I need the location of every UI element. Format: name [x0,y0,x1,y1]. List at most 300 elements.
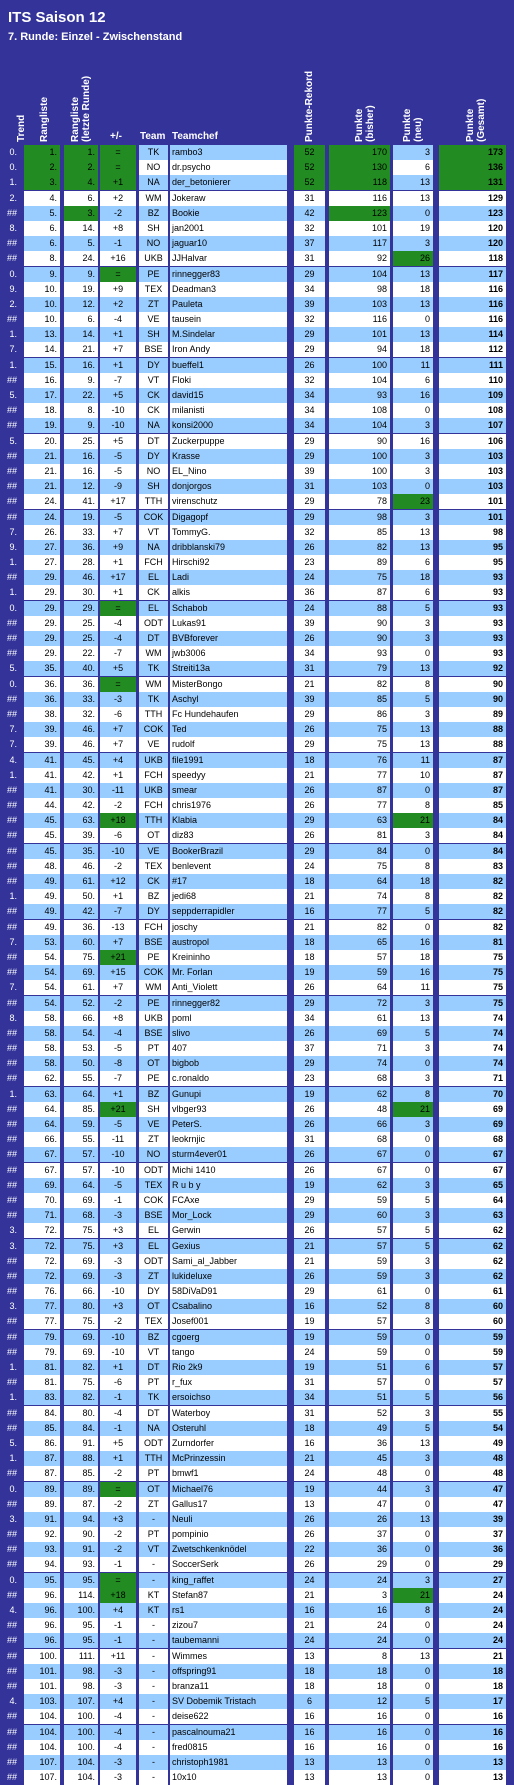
cell-team: - [139,1618,168,1633]
table-row [0,813,514,828]
cell-trend: 3. [9,1225,17,1236]
cell-prev-rank: 30. [64,783,98,798]
cell-diff: -4 [100,631,136,646]
cell-points-before: 130 [329,160,390,175]
cell-prev-rank: 63. [64,813,98,828]
cell-diff: +8 [100,1011,136,1026]
table-row [0,935,514,950]
cell-points-new: 18 [393,282,433,297]
table-row [0,646,514,661]
cell-points-before: 57 [329,1375,390,1390]
cell-points-total: 93 [439,616,506,631]
cell-record: 34 [294,646,325,661]
cell-prev-rank: 57. [64,1147,98,1162]
cell-rank: 6. [24,236,60,251]
header-rekord: Punkte-Rekord [304,70,315,142]
cell-teamchef: c.ronaldo [170,1071,287,1086]
cell-points-new: 11 [393,753,433,768]
cell-rank: 21. [24,464,60,479]
cell-points-before: 12 [329,1694,390,1709]
cell-points-total: 57 [439,1375,506,1390]
cell-trend: 1. [9,1392,17,1403]
cell-teamchef: rs1 [170,1603,287,1618]
cell-prev-rank: 32. [64,707,98,722]
cell-points-total: 75 [439,980,506,995]
cell-points-before: 24 [329,1633,390,1648]
cell-record: 23 [294,1071,325,1086]
cell-record: 29 [294,327,325,342]
table-row [0,1208,514,1223]
cell-teamchef: jwb3006 [170,646,287,661]
cell-team: CK [139,585,168,600]
cell-prev-rank: 80. [64,1299,98,1314]
table-row [0,889,514,904]
cell-points-new: 0 [393,1740,433,1755]
cell-rank: 1. [24,145,60,160]
cell-team: TTH [139,813,168,828]
cell-rank: 91. [24,1512,60,1527]
cell-points-total: 173 [439,145,506,160]
cell-record: 16 [294,1299,325,1314]
cell-prev-rank: 69. [64,1269,98,1284]
cell-points-new: 18 [393,874,433,889]
cell-record: 36 [294,585,325,600]
cell-team: ODT [139,616,168,631]
cell-points-total: 47 [439,1482,506,1497]
cell-points-before: 74 [329,889,390,904]
cell-points-new: 13 [393,737,433,752]
cell-teamchef: virenschutz [170,494,287,509]
cell-prev-rank: 107. [64,1694,98,1709]
cell-diff: -2 [100,1314,136,1329]
cell-team: VE [139,312,168,327]
cell-rank: 15. [24,358,60,373]
cell-trend: ## [6,374,17,385]
cell-prev-rank: 25. [64,616,98,631]
cell-points-total: 55 [439,1406,506,1421]
cell-teamchef: lukideluxe [170,1269,287,1284]
cell-trend: 1. [9,1453,17,1464]
cell-trend: ## [6,617,17,628]
cell-prev-rank: 16. [64,449,98,464]
cell-prev-rank: 69. [64,1345,98,1360]
cell-points-new: 3 [393,418,433,433]
cell-rank: 95. [24,1573,60,1588]
cell-record: 13 [294,1755,325,1770]
cell-prev-rank: 88. [64,1451,98,1466]
cell-diff: -2 [100,1527,136,1542]
cell-prev-rank: 111. [64,1649,98,1664]
cell-team: EL [139,601,168,616]
cell-teamchef: Deadman3 [170,282,287,297]
cell-record: 21 [294,1618,325,1633]
cell-rank: 81. [24,1360,60,1375]
cell-record: 29 [294,844,325,859]
cell-rank: 104. [24,1709,60,1724]
cell-record: 13 [294,1770,325,1785]
cell-teamchef: milanisti [170,403,287,418]
cell-trend: ## [6,511,17,522]
cell-diff: -3 [100,1208,136,1223]
cell-trend: ## [6,1346,17,1357]
cell-diff: -1 [100,236,136,251]
cell-record: 18 [294,950,325,965]
cell-team: ZT [139,1132,168,1147]
cell-points-total: 82 [439,920,506,935]
cell-team: EL [139,1239,168,1254]
table-row [0,1633,514,1648]
table-row [0,434,514,449]
cell-points-new: 5 [393,1193,433,1208]
cell-points-total: 61 [439,1284,506,1299]
cell-teamchef: BookerBrazil [170,844,287,859]
cell-team: VE [139,844,168,859]
cell-diff: -10 [100,1330,136,1345]
cell-diff: +5 [100,434,136,449]
cell-teamchef: bmwf1 [170,1466,287,1481]
table-row [0,251,514,266]
cell-trend: 2. [9,298,17,309]
cell-record: 29 [294,1284,325,1299]
table-row [0,1482,514,1497]
cell-prev-rank: 8. [64,403,98,418]
cell-record: 29 [294,1208,325,1223]
cell-diff: -4 [100,1709,136,1724]
cell-points-new: 18 [393,342,433,357]
cell-trend: 7. [9,739,17,750]
cell-points-total: 75 [439,965,506,980]
cell-trend: ## [6,815,17,826]
cell-points-total: 103 [439,479,506,494]
cell-diff: -1 [100,1557,136,1572]
cell-record: 21 [294,920,325,935]
cell-diff: = [100,145,136,160]
cell-rank: 67. [24,1147,60,1162]
cell-diff: -10 [100,418,136,433]
cell-record: 29 [294,813,325,828]
cell-team: ZT [139,1269,168,1284]
cell-team: OT [139,1299,168,1314]
cell-team: COK [139,1193,168,1208]
cell-record: 21 [294,1254,325,1269]
cell-points-total: 24 [439,1603,506,1618]
table-row [0,859,514,874]
cell-trend: ## [6,1498,17,1509]
cell-trend: 5. [9,1437,17,1448]
cell-points-before: 82 [329,540,390,555]
table-row [0,950,514,965]
cell-prev-rank: 33. [64,692,98,707]
cell-team: DT [139,1360,168,1375]
cell-points-total: 108 [439,403,506,418]
cell-diff: +1 [100,327,136,342]
cell-points-new: 0 [393,1709,433,1724]
cell-points-before: 64 [329,980,390,995]
cell-trend: ## [6,1255,17,1266]
cell-diff: = [100,1482,136,1497]
cell-points-new: 13 [393,267,433,282]
cell-teamchef: Klabia [170,813,287,828]
cell-teamchef: konsi2000 [170,418,287,433]
table-row [0,1573,514,1588]
cell-points-before: 59 [329,965,390,980]
cell-rank: 35. [24,661,60,676]
table-row [0,1102,514,1117]
cell-trend: ## [6,1164,17,1175]
cell-prev-rank: 29. [64,601,98,616]
cell-diff: +3 [100,1239,136,1254]
cell-trend: ## [6,1149,17,1160]
cell-diff: = [100,601,136,616]
cell-team: SH [139,327,168,342]
cell-team: - [139,1755,168,1770]
header-trend: Trend [16,114,27,142]
cell-points-new: 13 [393,1011,433,1026]
cell-rank: 89. [24,1497,60,1512]
cell-record: 19 [294,1314,325,1329]
cell-points-new: 8 [393,798,433,813]
cell-rank: 8. [24,251,60,266]
cell-team: - [139,1557,168,1572]
cell-trend: ## [6,876,17,886]
table-row [0,403,514,418]
table-row [0,768,514,783]
cell-diff: +4 [100,1694,136,1709]
cell-rank: 48. [24,859,60,874]
cell-teamchef: rambo3 [170,145,287,160]
cell-teamchef: tausein [170,312,287,327]
cell-points-new: 0 [393,1633,433,1648]
cell-rank: 72. [24,1254,60,1269]
cell-prev-rank: 95. [64,1633,98,1648]
cell-rank: 63. [24,1087,60,1102]
cell-rank: 93. [24,1542,60,1557]
cell-diff: +12 [100,874,136,889]
cell-points-new: 3 [393,828,433,843]
cell-trend: 4. [9,1696,17,1707]
table-row [0,1223,514,1238]
table-row [0,1542,514,1557]
cell-prev-rank: 40. [64,661,98,676]
cell-trend: 1. [9,359,17,370]
cell-rank: 70. [24,1193,60,1208]
cell-points-total: 103 [439,464,506,479]
cell-points-new: 3 [393,449,433,464]
cell-team: BSE [139,935,168,950]
cell-diff: = [100,677,136,692]
cell-team: - [139,1694,168,1709]
table-row [0,1026,514,1041]
cell-trend: ## [6,314,17,325]
cell-team: CK [139,403,168,418]
table-row [0,312,514,327]
cell-prev-rank: 100. [64,1740,98,1755]
cell-points-before: 78 [329,494,390,509]
cell-trend: ## [6,906,17,917]
cell-team: TTH [139,707,168,722]
table-row [0,1360,514,1375]
cell-rank: 101. [24,1664,60,1679]
cell-trend: ## [6,572,17,583]
cell-points-new: 21 [393,813,433,828]
cell-points-total: 16 [439,1725,506,1740]
cell-rank: 41. [24,753,60,768]
cell-points-before: 59 [329,1193,390,1208]
cell-prev-rank: 9. [64,373,98,388]
cell-team: COK [139,722,168,737]
cell-points-total: 36 [439,1542,506,1557]
cell-teamchef: Zwetschkenknödel [170,1542,287,1557]
cell-teamchef: Gexius [170,1239,287,1254]
table-row [0,1512,514,1527]
cell-team: TK [139,661,168,676]
cell-diff: = [100,1573,136,1588]
cell-team: - [139,1633,168,1648]
cell-points-before: 77 [329,904,390,919]
cell-points-total: 93 [439,601,506,616]
cell-diff: -10 [100,1147,136,1162]
cell-teamchef: Floki [170,373,287,388]
cell-prev-rank: 91. [64,1542,98,1557]
cell-points-total: 69 [439,1117,506,1132]
cell-team: OT [139,828,168,843]
cell-trend: 0. [9,1483,17,1494]
cell-trend: ## [6,1407,17,1418]
cell-record: 24 [294,859,325,874]
cell-points-new: 16 [393,434,433,449]
table-row [0,783,514,798]
cell-team: DY [139,358,168,373]
cell-teamchef: fred0815 [170,1740,287,1755]
cell-points-new: 13 [393,297,433,312]
cell-rank: 29. [24,616,60,631]
cell-teamchef: Mor_Lock [170,1208,287,1223]
cell-trend: ## [6,800,17,811]
cell-points-new: 3 [393,1314,433,1329]
cell-record: 24 [294,1345,325,1360]
cell-team: BSE [139,1026,168,1041]
cell-prev-rank: 59. [64,1117,98,1132]
cell-team: ODT [139,1436,168,1451]
table-row [0,1770,514,1785]
cell-prev-rank: 98. [64,1679,98,1694]
cell-record: 16 [294,1603,325,1618]
cell-diff: -6 [100,1375,136,1390]
cell-record: 34 [294,1011,325,1026]
table-row [0,1330,514,1345]
cell-trend: ## [6,648,17,659]
cell-team: VE [139,1117,168,1132]
cell-points-total: 112 [439,342,506,357]
table-row [0,1071,514,1086]
page-subtitle: 7. Runde: Einzel - Zwischenstand [8,31,183,43]
table-row [0,221,514,236]
cell-trend: 8. [9,1012,17,1023]
cell-teamchef: benlevent [170,859,287,874]
cell-record: 32 [294,525,325,540]
cell-prev-rank: 94. [64,1512,98,1527]
cell-points-total: 57 [439,1360,506,1375]
cell-diff: -3 [100,1679,136,1694]
cell-points-new: 0 [393,1527,433,1542]
cell-diff: -10 [100,1163,136,1178]
cell-rank: 76. [24,1284,60,1299]
cell-points-new: 8 [393,889,433,904]
cell-prev-rank: 100. [64,1603,98,1618]
cell-points-new: 0 [393,1755,433,1770]
header-team: Team [140,131,166,142]
table-row [0,570,514,585]
cell-points-before: 45 [329,1451,390,1466]
cell-teamchef: BVBforever [170,631,287,646]
cell-record: 29 [294,1193,325,1208]
cell-record: 21 [294,889,325,904]
cell-teamchef: Zuckerpuppe [170,434,287,449]
cell-prev-rank: 33. [64,525,98,540]
cell-points-total: 48 [439,1451,506,1466]
cell-points-new: 10 [393,768,433,783]
cell-points-total: 95 [439,540,506,555]
cell-diff: -4 [100,1740,136,1755]
cell-prev-rank: 6. [64,191,98,206]
cell-rank: 4. [24,191,60,206]
cell-record: 26 [294,783,325,798]
cell-teamchef: jan2001 [170,221,287,236]
cell-team: NA [139,175,168,190]
cell-rank: 104. [24,1725,60,1740]
cell-points-total: 120 [439,236,506,251]
cell-record: 26 [294,798,325,813]
cell-team: ZT [139,1497,168,1512]
cell-teamchef: rinnegger82 [170,996,287,1011]
cell-diff: +5 [100,388,136,403]
cell-team: NA [139,1421,168,1436]
cell-team: - [139,1770,168,1785]
cell-points-total: 129 [439,191,506,206]
cell-points-new: 8 [393,1603,433,1618]
cell-team: - [139,1740,168,1755]
cell-rank: 89. [24,1482,60,1497]
cell-rank: 19. [24,418,60,433]
cell-record: 39 [294,616,325,631]
cell-points-new: 0 [393,646,433,661]
cell-rank: 21. [24,479,60,494]
cell-rank: 36. [24,677,60,692]
cell-record: 26 [294,1117,325,1132]
cell-rank: 79. [24,1345,60,1360]
cell-diff: +8 [100,221,136,236]
cell-points-before: 77 [329,798,390,813]
cell-teamchef: PeterS. [170,1117,287,1132]
table-row [0,191,514,206]
table-row [0,616,514,631]
cell-rank: 21. [24,449,60,464]
table-row [0,510,514,525]
cell-rank: 10. [24,282,60,297]
cell-rank: 17. [24,388,60,403]
cell-points-new: 19 [393,221,433,236]
cell-team: FCH [139,768,168,783]
cell-trend: ## [6,1027,17,1038]
cell-team: OT [139,1482,168,1497]
cell-points-new: 8 [393,677,433,692]
cell-diff: -9 [100,479,136,494]
cell-points-before: 57 [329,1314,390,1329]
cell-points-new: 3 [393,1269,433,1284]
cell-points-total: 90 [439,692,506,707]
cell-points-before: 26 [329,1512,390,1527]
cell-points-before: 90 [329,616,390,631]
